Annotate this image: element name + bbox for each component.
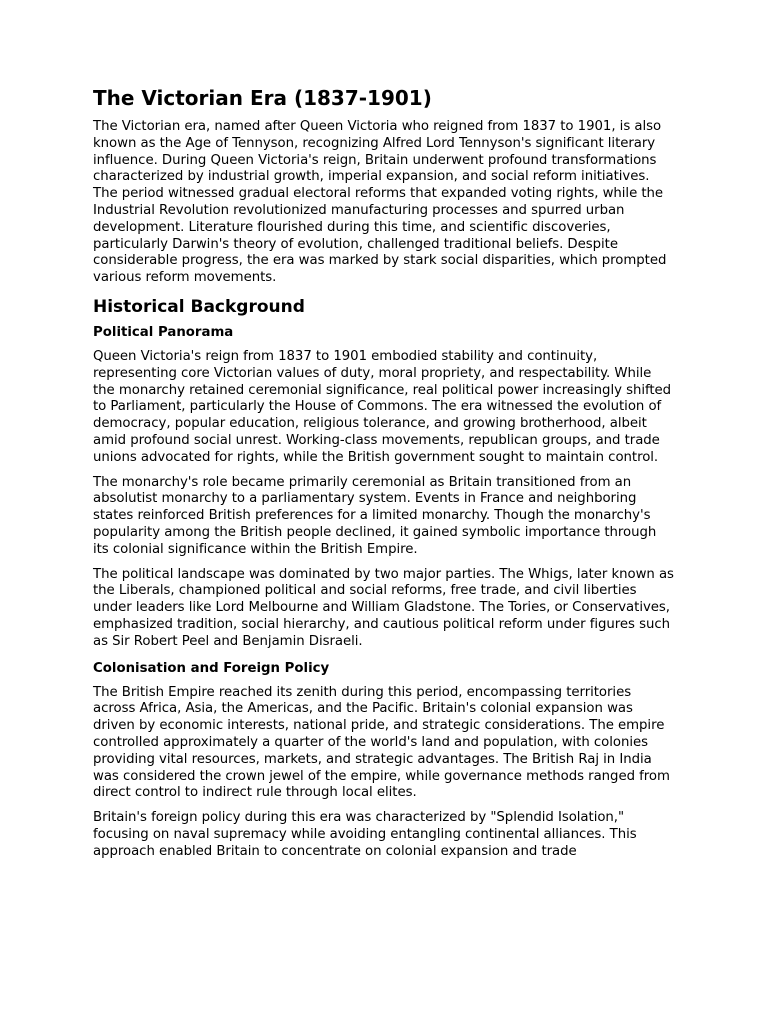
section-heading-historical-background: Historical Background bbox=[93, 296, 305, 317]
subheading-political-panorama: Political Panorama bbox=[93, 324, 234, 340]
intro-paragraph: The Victorian era, named after Queen Victoria who reigned from 1837 to 1901, is also known as the Age of Tennyson, recognizing Alfred Lord Tennyson's significant literary influence. During Queen Victoria's reign, Britain underwent profound transformations characterized by industrial growth, imperial expansion, and social reform initiatives. The period witnessed gradual electoral reforms that expanded voting rights, while the Industrial Revolution revolutionized manufacturing processes and spurred urban development. Literature flourished during this time, and scientific discoveries, particularly Darwin's theory of evolution, challenged traditional beliefs. Despite considerable progress, the era was marked by stark social disparities, which prompted various reform movements. bbox=[93, 119, 667, 286]
colonisation-paragraph-1: The British Empire reached its zenith during this period, encompassing territories across Africa, Asia, the Americas, and the Pacific. Britain's colonial expansion was driven by economic interests, national pride, and strategic considerations. The empire controlled approximately a quarter of the world's land and population, with colonies providing vital resources, markets, and strategic advantages. The British Raj in India was considered the crown jewel of the empire, while governance methods ranged from direct control to indirect rule through local elites. bbox=[93, 684, 670, 801]
political-paragraph-3: The political landscape was dominated by two major parties. The Whigs, later known as the Liberals, championed political and social reforms, free trade, and civil liberties under leaders like Lord Melbourne and William Gladstone. The Tories, or Conservatives, emphasized tradition, social hierarchy, and cautious political reform under figures such as Sir Robert Peel and Benjamin Disraeli. bbox=[93, 566, 674, 649]
political-paragraph-1: Queen Victoria's reign from 1837 to 1901 embodied stability and continuity, representing core Victorian values of duty, moral propriety, and respectability. While the monarchy retained ceremonial significance, real political power increasingly shifted to Parliament, particularly the House of Commons. The era witnessed the evolution of democracy, popular education, religious tolerance, and growing brotherhood, albeit amid profound social unrest. Working-class movements, republican groups, and trade unions advocated for rights, while the British government sought to maintain control. bbox=[93, 348, 672, 465]
document-title: The Victorian Era (1837-1901) bbox=[93, 86, 432, 110]
subheading-colonisation-foreign-policy: Colonisation and Foreign Policy bbox=[93, 660, 330, 676]
document-page bbox=[93, 84, 675, 868]
colonisation-paragraph-2: Britain's foreign policy during this era was characterized by "Splendid Isolation," focusing on naval supremacy while avoiding entangling continental alliances. This approach enabled Britain to concentrate on colonial expansion and trade bbox=[93, 810, 637, 859]
political-paragraph-2: The monarchy's role became primarily ceremonial as Britain transitioned from an absolutist monarchy to a parliamentary system. Events in France and neighboring states reinforced British preferences for a limited monarchy. Though the monarchy's popularity among the British people declined, it gained symbolic importance through its colonial significance within the British Empire. bbox=[93, 474, 657, 557]
